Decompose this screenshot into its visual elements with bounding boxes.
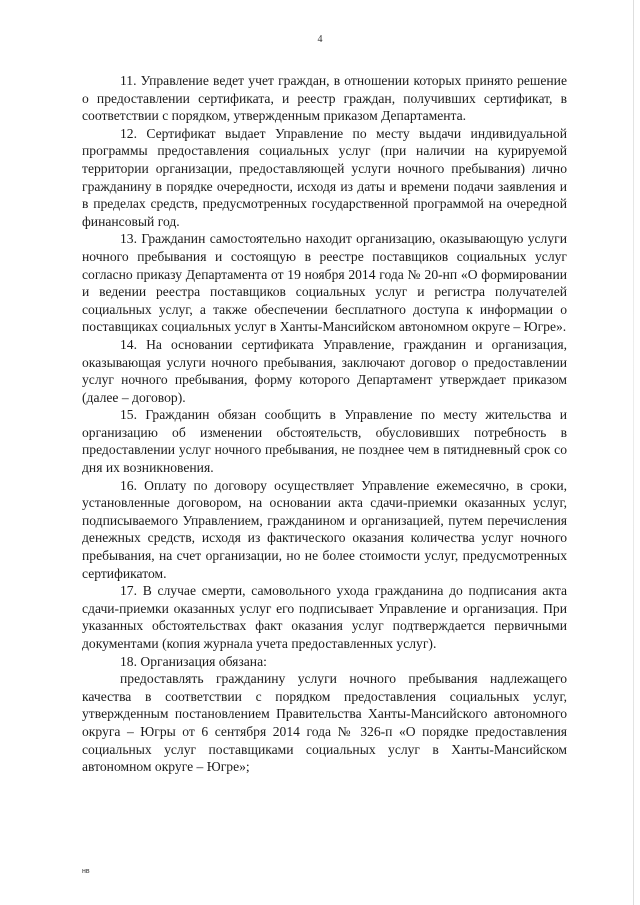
scan-edge-line bbox=[633, 0, 634, 905]
paragraph-18-item-1: предоставлять гражданину услуги ночного пребывания надлежащего качества в соответствии с порядком предоставления социальных услуг, утвержденным постановлением Правительства Ханты-Мансийского автономного округа – Югры от 6 сентября 2014 года № 326-п «О порядке предоставления социальных услуг поставщиками социальных услуг в Ханты-Мансийском автономном округе – Югре»; bbox=[82, 671, 567, 775]
footer-code: нв bbox=[82, 868, 90, 875]
paragraph-12: 12. Сертификат выдает Управление по месту выдачи индивидуальной программы предоставления социальных услуг (при наличии на курируемой территории организации, предоставляющей услуги ночного пребывания) лично гражданину в порядке очередности, исходя из даты и времени подачи заявления и в пределах средств, предусмотренных государственной программой на очередной финансовый год. bbox=[82, 125, 567, 229]
paragraph-15: 15. Гражданин обязан сообщить в Управление по месту жительства и организацию об изменении обстоятельств, обусловивших потребность в предоставлении услуг ночного пребывания, не позднее чем в пятидневный срок со дня их возникновения. bbox=[82, 407, 567, 476]
paragraph-11: 11. Управление ведет учет граждан, в отношении которых принято решение о предоставлении сертификата, и реестр граждан, получивших сертификат, в соответствии с порядком, утвержденным приказом Департамента. bbox=[82, 73, 567, 124]
paragraph-18-heading: 18. Организация обязана: bbox=[120, 653, 267, 669]
paragraph-13: 13. Гражданин самостоятельно находит организацию, оказывающую услуги ночного пребывания и состоящую в реестре поставщиков социальных услуг согласно приказу Департамента от 19 ноября 2014 года № 20-нп «О формировании и ведении реестра поставщиков социальных услуг и регистра получателей социальных услуг, а также обеспечении бесплатного доступа к информации о поставщиках социальных услуг в Ханты-Мансийском автономном округе – Югре». bbox=[82, 231, 567, 335]
paragraph-17: 17. В случае смерти, самовольного ухода гражданина до подписания акта сдачи-приемки оказанных услуг его подписывает Управление и организация. При указанных обстоятельствах факт оказания услуг подтверждается первичными документами (копия журнала учета предоставленных услуг). bbox=[82, 583, 567, 651]
paragraph-14: 14. На основании сертификата Управление, гражданин и организация, оказывающая услуги ночного пребывания, заключают договор о предоставлении услуг ночного пребывания, форму которого Департамент утверждает приказом (далее – договор). bbox=[82, 336, 567, 405]
page-number: 4 bbox=[317, 34, 323, 45]
document-body bbox=[82, 72, 567, 776]
paragraph-16: 16. Оплату по договору осуществляет Управление ежемесячно, в сроки, установленные договором, на основании акта сдачи-приемки оказанных услуг, подписываемого Управлением, гражданином и организацией, путем перечисления денежных средств, исходя из фактического оказания количества услуг ночного пребывания, на счет организации, но не более стоимости услуг, предусмотренных сертификатом. bbox=[82, 477, 567, 581]
